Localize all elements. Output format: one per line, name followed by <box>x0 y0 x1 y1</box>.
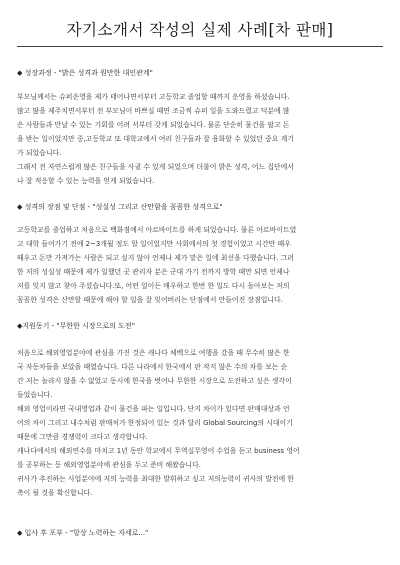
section-heading-motivation: ◆지원동기 - "무한한 시장으로의 도전" <box>17 322 135 330</box>
paragraph-line: 한 저의 성실성 때문에 제가 일했던 곳 관리자 분은 군대 가기 전까지 방학 때만 되면 언제나 <box>17 268 290 276</box>
paragraph-line: 때우고 돈만 가져가는 사람은 되고 싶지 않아 언제나 제가 맡은 일에 최선을 다했습니다. 그러 <box>17 254 294 262</box>
paragraph-line: 많고 많을 제주치면서부터 전 부모님이 바쁘실 때면 조금씩 슈퍼 일을 도와드렸고 덕분에 많 <box>17 107 290 115</box>
paragraph-line: 간 저는 놀라지 않을 수 없었고 동시에 한국을 벗어나 무한한 시장으로 도전하고 싶은 생각이 <box>17 377 292 385</box>
section-heading-aspiration: ◆ 입사 후 포부 - "항상 노력하는 자세로..." <box>17 529 149 537</box>
section-body-motivation <box>17 346 383 500</box>
paragraph-line: 캐나다에서의 해외연수를 마치고 1년 동안 학교에서 무역실무영어 수업을 듣고 business 영어 <box>17 447 300 455</box>
document-title: 자기소개서 작성의 실제 사례[차 판매] <box>66 21 334 39</box>
paragraph-line: 꼼꼼한 성격은 산만할 때문에 해야 할 일을 잘 잊어버리는 단점에서 만들어진 장점입니다. <box>17 296 283 304</box>
section-body-growth <box>17 90 383 188</box>
paragraph-line: 저를 잊지 않고 찾아 주셨습니다.또, 어떤 일이든 매우하고 한번 한 일도 다시 돌아보는 저의 <box>17 282 290 290</box>
paragraph-line: 을 받는 일이었지만 중,고등학교 또 대학교에서 여러 친구들과 잘 융화할 수 있었던 중요 계기 <box>17 135 294 143</box>
paragraph-line: 귀사가 추진하는 사업분야에 저의 능력을 최대한 발휘하고 싶고 저의능력이 귀사의 발전에 한 <box>17 475 295 483</box>
paragraph-line: 그래서 전 자연스럽게 많은 친구들을 사귈 수 있게 되었으며 더불어 밝은 성격, 어느 집단에서 <box>17 163 294 171</box>
section-body-personality <box>17 223 383 307</box>
section-heading-personality: ◆ 성격의 장점 및 단점 - "성실성 그리고 산만함을 꼼꼼한 성격으로" <box>17 203 223 211</box>
title-divider <box>17 46 383 47</box>
paragraph-line: 를 공부하는 등 해외영업분야에 관심을 두고 준비 해왔습니다. <box>17 461 201 469</box>
paragraph-line: 나 잘 적응할 수 있는 능력을 얻게 되었습니다. <box>17 177 155 185</box>
paragraph-line: 때문에 그만큼 경쟁력이 크다고 생각합니다. <box>17 433 148 441</box>
paragraph-line: 고 대학 들어가기 전에 2~3개월 정도 할 일이었지만 사회에서의 첫 경험이었고 시간만 때우 <box>17 240 291 248</box>
paragraph-line: 가 되었습니다. <box>17 149 62 157</box>
paragraph-line: 해외 영업이라면 국내영업과 같이 물건을 파는 일입니다. 단지 차이가 있다면 판매대상과 언 <box>17 405 290 413</box>
paragraph-line: 어의 차이 그리고 내수처럼 판매처가 한정되어 있는 것과 달리 Global Sourcing의 시대이기 <box>17 419 293 427</box>
paragraph-line: 부모님께서는 슈퍼운영을 제가 태어나면서부터 고등학교 졸업할 때까지 운영을 하셨습니다. <box>17 93 290 101</box>
section-heading-growth: ◆ 성장과정 - "밝은 성격과 원만한 대인관계" <box>17 69 153 77</box>
paragraph-line: 축이 될 것을 확신합니다. <box>17 489 93 497</box>
paragraph-line: 국 자동차들을 보았을 때였습니다. 다른 나라에서 한국에서 판 작지 않은 수의 차를 보는 순 <box>17 363 288 371</box>
paragraph-line: 들었습니다. <box>17 391 53 399</box>
paragraph-line: 고등학교를 졸업하고 처음으로 백화점에서 아르바이트를 하게 되었습니다. 물론 아르바이트였 <box>17 226 297 234</box>
paragraph-line: 처음으로 해외영업분야에 관심을 가진 것은 캐나다 체벡으로 여행을 갔을 때 무수히 많은 한 <box>17 349 290 357</box>
paragraph-line: 은 사람들과 만날 수 있는 기회를 어려 서부터 갖게 되었습니다. 물론 단순히 물건을 팔고 돈 <box>17 121 290 129</box>
